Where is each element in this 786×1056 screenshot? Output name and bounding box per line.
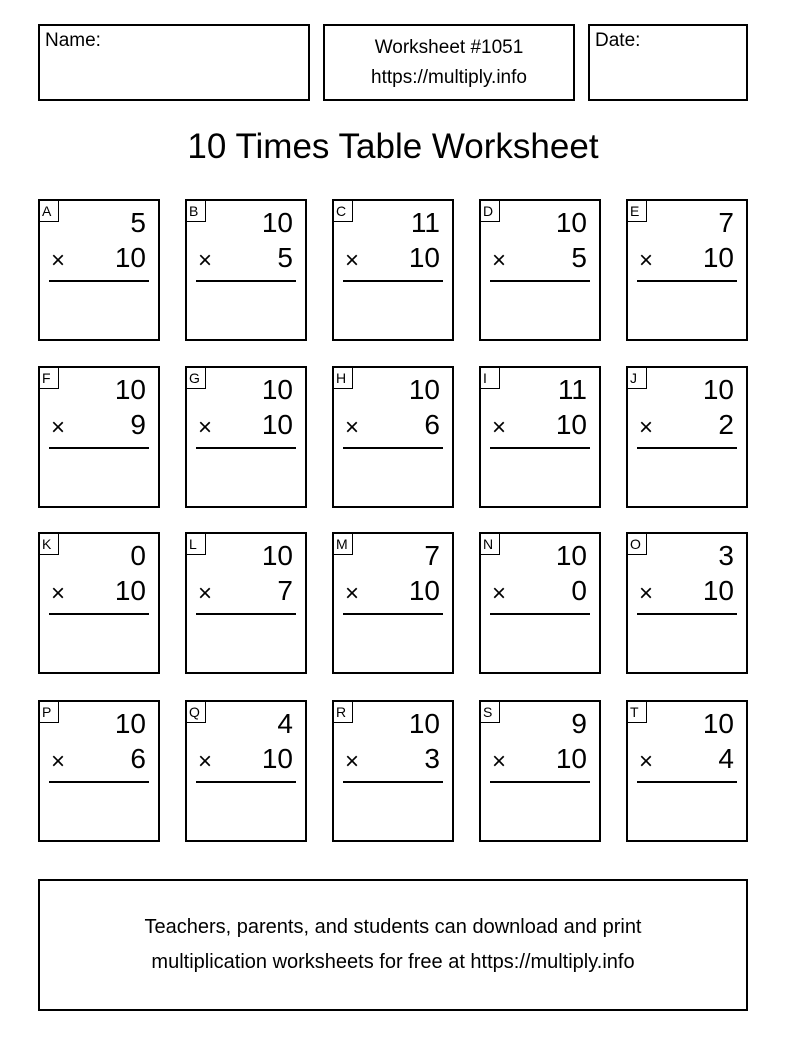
- answer-rule: [49, 280, 149, 282]
- problem-label: F: [40, 368, 59, 389]
- problem-card: [185, 700, 307, 842]
- times-sign: ×: [51, 748, 66, 775]
- problem-label: T: [628, 702, 647, 723]
- multiplicand: 3: [718, 540, 734, 571]
- multiplier: 10: [555, 743, 587, 774]
- multiplier: 7: [277, 575, 293, 606]
- answer-rule: [490, 280, 590, 282]
- date-label: Date:: [595, 30, 641, 51]
- multiplier: 5: [571, 242, 587, 273]
- multiplier: 10: [114, 242, 146, 273]
- problem-card: [185, 199, 307, 341]
- multiplier: 10: [408, 575, 440, 606]
- problem-label: J: [628, 368, 647, 389]
- multiplicand: 10: [261, 207, 293, 238]
- problem-card: [332, 700, 454, 842]
- answer-rule: [196, 781, 296, 783]
- problem-card: [479, 199, 601, 341]
- multiplier: 4: [718, 743, 734, 774]
- problem-card: [38, 532, 160, 674]
- footer-line-2: multiplication worksheets for free at https://multiply.info: [151, 951, 635, 973]
- times-sign: ×: [51, 247, 66, 274]
- problem-label: I: [481, 368, 500, 389]
- problem-label: D: [481, 201, 500, 222]
- multiplicand: 10: [555, 540, 587, 571]
- answer-rule: [196, 447, 296, 449]
- multiplier: 10: [408, 242, 440, 273]
- problem-label: M: [334, 534, 353, 555]
- multiplicand: 10: [555, 207, 587, 238]
- problem-card: [185, 366, 307, 508]
- times-sign: ×: [198, 414, 213, 441]
- times-sign: ×: [639, 247, 654, 274]
- times-sign: ×: [492, 580, 507, 607]
- times-sign: ×: [345, 414, 360, 441]
- answer-rule: [637, 613, 737, 615]
- multiplier: 9: [130, 409, 146, 440]
- problem-label: N: [481, 534, 500, 555]
- times-sign: ×: [639, 580, 654, 607]
- multiplicand: 4: [277, 708, 293, 739]
- answer-rule: [343, 280, 443, 282]
- problem-card: [38, 700, 160, 842]
- date-field-box[interactable]: [588, 24, 748, 101]
- answer-rule: [490, 447, 590, 449]
- multiplier: 10: [261, 409, 293, 440]
- worksheet-number: Worksheet #1051: [374, 37, 524, 58]
- problem-card: [626, 366, 748, 508]
- problem-label: L: [187, 534, 206, 555]
- times-sign: ×: [198, 580, 213, 607]
- multiplicand: 7: [424, 540, 440, 571]
- problem-card: [38, 366, 160, 508]
- times-sign: ×: [345, 247, 360, 274]
- multiplicand: 10: [702, 374, 734, 405]
- multiplier: 10: [114, 575, 146, 606]
- multiplicand: 10: [702, 708, 734, 739]
- multiplier: 10: [555, 409, 587, 440]
- name-field-box[interactable]: [38, 24, 310, 101]
- multiplier: 10: [702, 242, 734, 273]
- problem-label: G: [187, 368, 206, 389]
- answer-rule: [637, 280, 737, 282]
- multiplicand: 9: [571, 708, 587, 739]
- worksheet-info-box: [323, 24, 575, 101]
- answer-rule: [637, 447, 737, 449]
- multiplicand: 10: [261, 540, 293, 571]
- answer-rule: [196, 613, 296, 615]
- problem-card: [185, 532, 307, 674]
- times-sign: ×: [51, 414, 66, 441]
- multiplier: 6: [130, 743, 146, 774]
- problem-card: [332, 366, 454, 508]
- multiplier: 5: [277, 242, 293, 273]
- problem-card: [332, 532, 454, 674]
- times-sign: ×: [639, 748, 654, 775]
- times-sign: ×: [345, 580, 360, 607]
- multiplier: 3: [424, 743, 440, 774]
- multiplicand: 10: [408, 374, 440, 405]
- multiplier: 10: [261, 743, 293, 774]
- multiplicand: 10: [114, 708, 146, 739]
- times-sign: ×: [198, 748, 213, 775]
- multiplier: 10: [702, 575, 734, 606]
- multiplicand: 10: [114, 374, 146, 405]
- problem-card: [626, 199, 748, 341]
- problem-card: [626, 700, 748, 842]
- multiplicand: 5: [130, 207, 146, 238]
- times-sign: ×: [51, 580, 66, 607]
- footer-line-1: Teachers, parents, and students can download and print: [144, 916, 642, 938]
- answer-rule: [490, 781, 590, 783]
- times-sign: ×: [492, 748, 507, 775]
- answer-rule: [490, 613, 590, 615]
- multiplicand: 11: [410, 207, 440, 238]
- multiplicand: 7: [718, 207, 734, 238]
- problem-card: [38, 199, 160, 341]
- times-sign: ×: [492, 414, 507, 441]
- answer-rule: [343, 781, 443, 783]
- problem-label: R: [334, 702, 353, 723]
- problem-label: K: [40, 534, 59, 555]
- problem-card: [479, 700, 601, 842]
- name-label: Name:: [45, 30, 101, 51]
- problem-card: [479, 532, 601, 674]
- times-sign: ×: [345, 748, 360, 775]
- problem-label: E: [628, 201, 647, 222]
- multiplier: 6: [424, 409, 440, 440]
- times-sign: ×: [198, 247, 213, 274]
- multiplier: 0: [571, 575, 587, 606]
- answer-rule: [343, 447, 443, 449]
- answer-rule: [49, 781, 149, 783]
- times-sign: ×: [639, 414, 654, 441]
- problem-card: [479, 366, 601, 508]
- problem-label: P: [40, 702, 59, 723]
- problem-card: [626, 532, 748, 674]
- problem-label: S: [481, 702, 500, 723]
- problem-label: O: [628, 534, 647, 555]
- multiplier: 2: [718, 409, 734, 440]
- answer-rule: [49, 613, 149, 615]
- problem-label: H: [334, 368, 353, 389]
- problem-label: C: [334, 201, 353, 222]
- page-title: 10 Times Table Worksheet: [187, 127, 599, 166]
- times-sign: ×: [492, 247, 507, 274]
- answer-rule: [49, 447, 149, 449]
- multiplicand: 10: [408, 708, 440, 739]
- problem-label: Q: [187, 702, 206, 723]
- answer-rule: [637, 781, 737, 783]
- multiplicand: 10: [261, 374, 293, 405]
- footer-box: [38, 879, 748, 1011]
- answer-rule: [196, 280, 296, 282]
- multiplicand: 0: [130, 540, 146, 571]
- problem-label: A: [40, 201, 59, 222]
- multiplicand: 11: [557, 374, 587, 405]
- problem-card: [332, 199, 454, 341]
- worksheet-url: https://multiply.info: [371, 67, 527, 88]
- problem-label: B: [187, 201, 206, 222]
- answer-rule: [343, 613, 443, 615]
